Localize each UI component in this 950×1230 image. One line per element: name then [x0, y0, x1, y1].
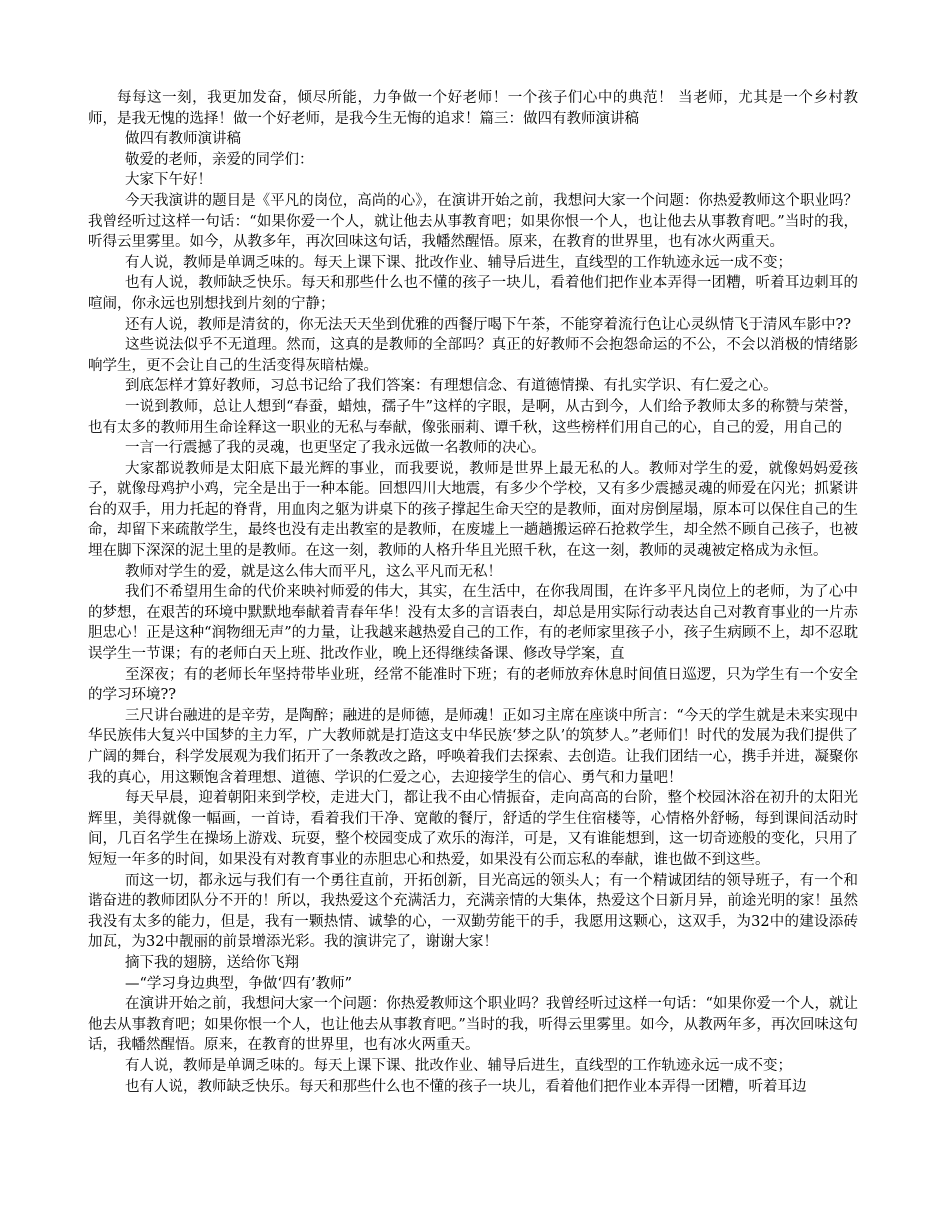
paragraph: 一说到教师，总让人想到“春蚕，蜡烛，孺子牛”这样的字眼，是啊，从古到今，人们给予教师太多的称赞与荣誉，也有太多的教师用生命诠释这一职业的无私与奉献，像张丽莉、谭千秋，这些榜样们用自己的心，自己的爱，用自己的 [88, 398, 858, 436]
paragraph: 也有人说，教师缺乏快乐。每天和那些什么也不懂的孩子一块儿，看着他们把作业本弄得一团糟，听着耳边 [125, 1078, 807, 1095]
paragraph: 到底怎样才算好教师，习总书记给了我们答案：有理想信念、有道德情操、有扎实学识、有仁爱之心。 [125, 378, 778, 395]
document-body [88, 88, 858, 1097]
paragraph: 有人说，教师是单调乏味的。每天上课下课、批改作业、辅导后进生，直线型的工作轨迹永远一成不变； [125, 254, 792, 271]
paragraph: 在演讲开始之前，我想问大家一个问题：你热爱教师这个职业吗？我曾经听过这样一句话：“如果你爱一个人，就让他去从事教育吧；如果你恨一个人，也让他去从事教育吧。”当时的我，听得云里雾里。如今，从教两年多，再次回味这句话，我幡然醒悟。原来，在教育的世界里，也有冰火两重天。 [88, 996, 858, 1054]
paragraph: —“学习身边典型，争做‘四有’教师” [125, 975, 353, 992]
paragraph: 至深夜；有的老师长年坚持带毕业班，经常不能准时下班；有的老师放弃休息时间值日巡逻，只为学生有一个安全的学习环境?? [88, 666, 858, 704]
paragraph: 每每这一刻，我更加发奋，倾尽所能，力争做一个好老师！一个孩子们心中的典范！ 当老师，尤其是一个乡村教师，是我无愧的选择！做一个好老师，是我今生无悔的追求！篇三：做四有教师演讲稿 [88, 90, 858, 127]
paragraph: 大家下午好！ [125, 172, 212, 189]
paragraph: 有人说，教师是单调乏味的。每天上课下课、批改作业、辅导后进生，直线型的工作轨迹永远一成不变； [125, 1057, 792, 1074]
paragraph: 三尺讲台融进的是辛劳，是陶醉；融进的是师德，是师魂！正如习主席在座谈中所言：“今天的学生就是未来实现中华民族伟大复兴中国梦的主力军，广大教师就是打造这支中华民族‘梦之队’的筑梦人。”老师们！时代的发展为我们提供了广阔的舞台，科学发展观为我们拓开了一条教改之路，呼唤着我们去探索、去创造。让我们团结一心，携手并进，凝聚你我的真心，用这颗饱含着理想、道德、学识的仁爱之心，去迎接学生的信心、勇气和力量吧！ [88, 707, 858, 786]
paragraph: 大家都说教师是太阳底下最光辉的事业，而我要说，教师是世界上最无私的人。教师对学生的爱，就像妈妈爱孩子，就像母鸡护小鸡，完全是出于一种本能。回想四川大地震，有多少个学校，又有多少震撼灵魂的师爱在闪光；抓紧讲台的双手，用力托起的脊背，用血肉之躯为讲桌下的孩子撑起生命天空的是教师，面对房倒屋塌，原本可以保住自己的生命，却留下来疏散学生，最终也没有走出教室的是教师，在废墟上一趟趟搬运碎石抢救学生，却全然不顾自己孩子，也被埋在脚下深深的泥土里的是教师。在这一刻，教师的人格升华且光照千秋，在这一刻，教师的灵魂被定格成为永恒。 [88, 460, 858, 560]
paragraph: 做四有教师演讲稿 [125, 131, 241, 148]
paragraph: 摘下我的翅膀，送给你飞翔 [125, 954, 299, 971]
paragraph: 还有人说，教师是清贫的，你无法天天坐到优雅的西餐厅喝下午茶，不能穿着流行色让心灵纵情飞于清风车影中?? [125, 316, 852, 333]
paragraph: 今天我演讲的题目是《平凡的岗位，高尚的心》，在演讲开始之前，我想问大家一个问题：你热爱教师这个职业吗？我曾经听过这样一句话：“如果你爱一个人，就让他去从事教育吧；如果你恨一个人，也让他去从事教育吧。”当时的我，听得云里雾里。如今，从教多年，再次回味这句话，我幡然醒悟。原来，在教育的世界里，也有冰火两重天。 [88, 192, 858, 251]
paragraph: 一言一行震撼了我的灵魂，也更坚定了我永远做一名教师的决心。 [125, 440, 546, 457]
paragraph: 我们不希望用生命的代价来映衬师爱的伟大，其实，在生活中，在你我周围，在许多平凡岗位上的老师，为了心中的梦想，在艰苦的环境中默默地奉献着青春年华！没有太多的言语表白，却总是用实际行动表达自己对教育事业的一片赤胆忠心！正是这种“润物细无声”的力量，让我越来越热爱自己的工作，有的老师家里孩子小，孩子生病顾不上，却不忍耽误学生一节课；有的老师白天上班、批改作业，晚上还得继续备课、修改导学案，直 [88, 584, 858, 663]
paragraph: 敬爱的老师，亲爱的同学们： [125, 151, 314, 168]
paragraph: 这些说法似乎不无道理。然而，这真的是教师的全部吗？真正的好教师不会抱怨命运的不公，不会以消极的情绪影响学生，更不会让自己的生活变得灰暗枯燥。 [88, 337, 858, 374]
paragraph: 也有人说，教师缺乏快乐。每天和那些什么也不懂的孩子一块儿，看着他们把作业本弄得一团糟，听着耳边刺耳的喧闹，你永远也别想找到片刻的宁静； [88, 275, 858, 312]
paragraph: 而这一切，都永远与我们有一个勇往直前，开拓创新，目光高远的领头人；有一个精诚团结的领导班子，有一个和谐奋进的教师团队分不开的！所以，我热爱这个充满活力，充满亲情的大集体，热爱这个日新月异，前途光明的家！虽然我没有太多的能力，但是，我有一颗热情、诚挚的心，一双勤劳能干的手，我愿用这颗心，这双手，为32中的建设添砖加瓦，为32中靓丽的前景增添光彩。我的演讲完了，谢谢大家！ [88, 872, 858, 951]
paragraph: 每天早晨，迎着朝阳来到学校，走进大门，都让我不由心情振奋，走向高高的台阶，整个校园沐浴在初升的太阳光辉里，美得就像一幅画，一首诗，看着我们干净、宽敞的餐厅，舒适的学生住宿楼等，心情格外舒畅，每到课间活动时间，几百名学生在操场上游戏、玩耍，整个校园变成了欢乐的海洋，可是，又有谁能想到，这一切奇迹般的变化，只用了短短一年多的时间，如果没有对教育事业的赤胆忠心和热爱，如果没有公而忘私的奉献，谁也做不到这些。 [88, 790, 858, 868]
paragraph: 教师对学生的爱，就是这么伟大而平凡，这么平凡而无私！ [125, 563, 502, 580]
